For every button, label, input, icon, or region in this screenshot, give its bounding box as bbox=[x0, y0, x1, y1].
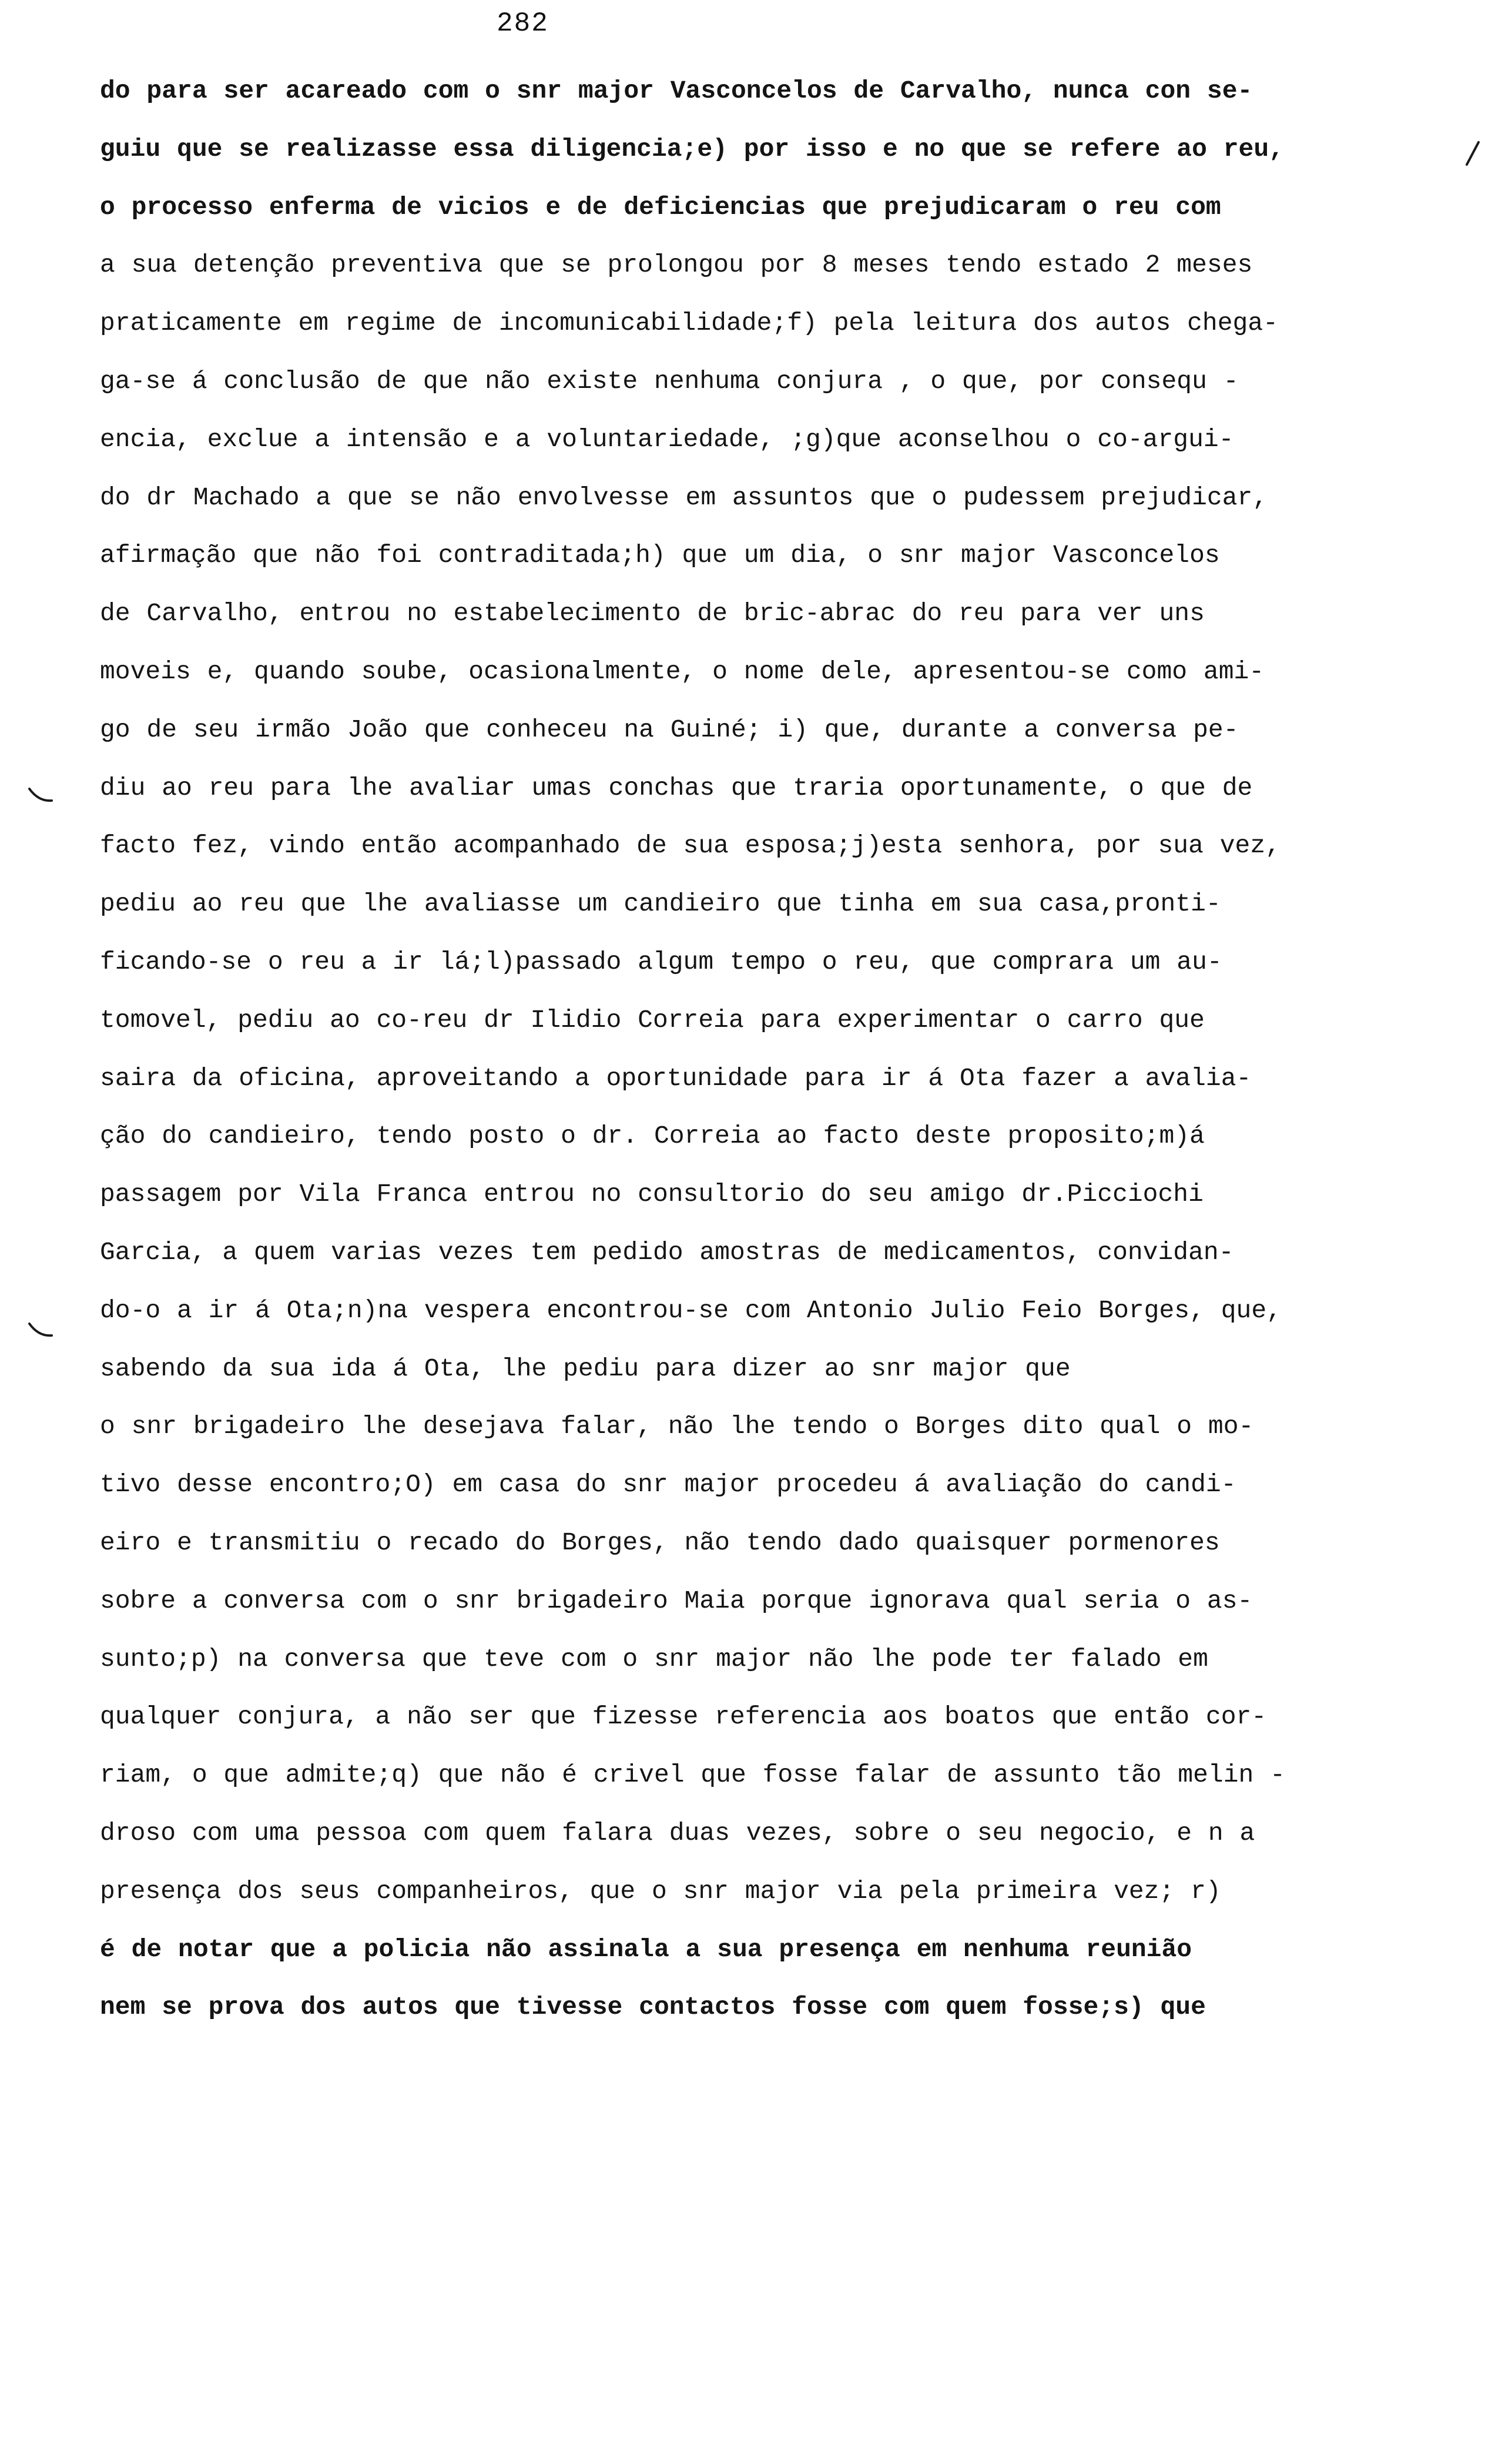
line-end-correction-mark-icon bbox=[1463, 140, 1481, 167]
text-line: tivo desse encontro;O) em casa do snr major procedeu á avaliação do candi- bbox=[100, 1470, 1236, 1499]
text-line: do dr Machado a que se não envolvesse em assuntos que o pudessem prejudicar, bbox=[100, 483, 1268, 512]
text-line: qualquer conjura, a não ser que fizesse referencia aos boatos que então cor- bbox=[100, 1702, 1267, 1732]
text-line: moveis e, quando soube, ocasionalmente, o nome dele, apresentou-se como ami- bbox=[100, 657, 1265, 686]
text-line: eiro e transmitiu o recado do Borges, não tendo dado quaisquer pormenores bbox=[100, 1528, 1220, 1557]
text-line: guiu que se realizasse essa diligencia;e) por isso e no que se refere ao reu, bbox=[100, 134, 1284, 163]
text-line: diu ao reu para lhe avaliar umas conchas que traria oportunamente, o que de bbox=[100, 773, 1253, 802]
text-line: ga-se á conclusão de que não existe nenhuma conjura , o que, por consequ - bbox=[100, 366, 1239, 396]
text-line: sabendo da sua ida á Ota, lhe pediu para dizer ao snr major que bbox=[100, 1354, 1071, 1383]
text-line: ficando-se o reu a ir lá;l)passado algum tempo o reu, que comprara um au- bbox=[100, 947, 1222, 976]
text-line: tomovel, pediu ao co-reu dr Ilidio Correia para experimentar o carro que bbox=[100, 1005, 1205, 1035]
text-line: sobre a conversa com o snr brigadeiro Maia porque ignorava qual seria o as- bbox=[100, 1586, 1253, 1615]
text-line: ção do candieiro, tendo posto o dr. Correia ao facto deste proposito;m)á bbox=[100, 1121, 1205, 1151]
text-line: encia, exclue a intensão e a voluntariedade, ;g)que aconselhou o co-argui- bbox=[100, 424, 1234, 454]
text-line: de Carvalho, entrou no estabelecimento de bric-abrac do reu para ver uns bbox=[100, 599, 1205, 628]
text-line: Garcia, a quem varias vezes tem pedido amostras de medicamentos, convidan- bbox=[100, 1237, 1234, 1267]
text-line: do-o a ir á Ota;n)na vespera encontrou-se com Antonio Julio Feio Borges, que, bbox=[100, 1295, 1282, 1325]
text-line: go de seu irmão João que conheceu na Guiné; i) que, durante a conversa pe- bbox=[100, 715, 1239, 744]
text-line: a sua detenção preventiva que se prolongou por 8 meses tendo estado 2 meses bbox=[100, 250, 1253, 280]
text-line: riam, o que admite;q) que não é crivel que fosse falar de assunto tão melin - bbox=[100, 1760, 1285, 1790]
margin-correction-mark-icon bbox=[27, 786, 54, 804]
text-line: passagem por Vila Franca entrou no consultorio do seu amigo dr.Picciochi bbox=[100, 1180, 1204, 1209]
document-body bbox=[100, 62, 1452, 2037]
text-line: facto fez, vindo então acompanhado de sua esposa;j)esta senhora, por sua vez, bbox=[100, 831, 1281, 861]
text-line: sunto;p) na conversa que teve com o snr major não lhe pode ter falado em bbox=[100, 1644, 1208, 1673]
text-line: o processo enferma de vicios e de deficiencias que prejudicaram o reu com bbox=[100, 192, 1221, 222]
text-line: do para ser acareado com o snr major Vasconcelos de Carvalho, nunca con se- bbox=[100, 76, 1253, 105]
text-line: saira da oficina, aproveitando a oportunidade para ir á Ota fazer a avalia- bbox=[100, 1063, 1252, 1093]
text-line: o snr brigadeiro lhe desejava falar, não lhe tendo o Borges dito qual o mo- bbox=[100, 1412, 1254, 1441]
text-line: afirmação que não foi contraditada;h) que um dia, o snr major Vasconcelos bbox=[100, 541, 1220, 570]
text-line: praticamente em regime de incomunicabilidade;f) pela leitura dos autos chega- bbox=[100, 309, 1278, 338]
text-line: presença dos seus companheiros, que o snr major via pela primeira vez; r) bbox=[100, 1876, 1221, 1906]
text-line: pediu ao reu que lhe avaliasse um candieiro que tinha em sua casa,pronti- bbox=[100, 889, 1221, 919]
margin-correction-mark-icon bbox=[27, 1321, 54, 1339]
text-line: nem se prova dos autos que tivesse contactos fosse com quem fosse;s) que bbox=[100, 1993, 1206, 2022]
text-line: droso com uma pessoa com quem falara duas vezes, sobre o seu negocio, e n a bbox=[100, 1818, 1255, 1847]
text-line: é de notar que a policia não assinala a sua presença em nenhuma reunião bbox=[100, 1934, 1192, 1964]
page-number: 282 bbox=[497, 8, 549, 39]
